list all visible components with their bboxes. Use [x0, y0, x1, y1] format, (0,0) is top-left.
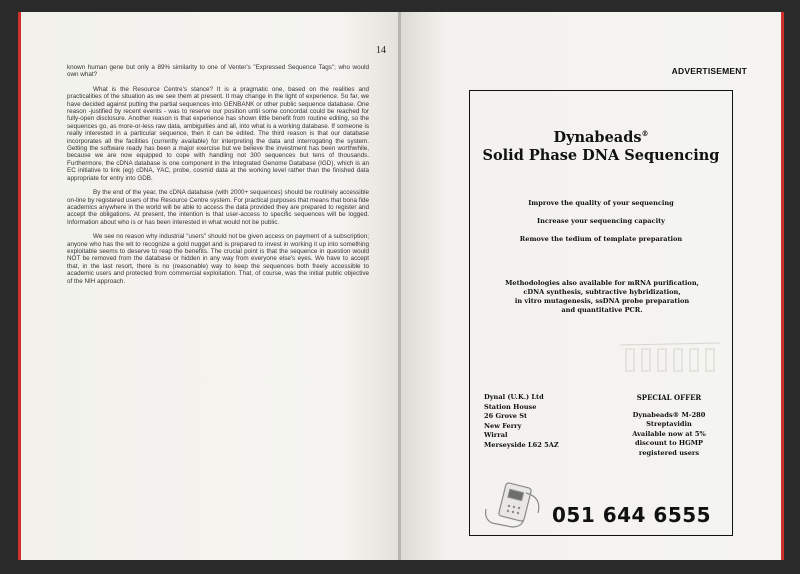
ad-benefit: Improve the quality of your sequencing [528, 199, 674, 207]
advertisement-label: ADVERTISEMENT [671, 66, 747, 76]
ad-brand-title: Dynabeads® [553, 129, 649, 146]
ad-special-offer: SPECIAL OFFER Dynabeads® M-280 Streptavidin Available now at 5% discount to HGMP registered users [608, 393, 730, 459]
tube-rack-icon [620, 339, 720, 379]
ad-benefit: Increase your sequencing capacity [537, 217, 665, 225]
document-spread [18, 12, 784, 560]
page-number: 14 [376, 45, 386, 56]
ad-benefit: Remove the tedium of template preparation [519, 235, 683, 243]
left-page [18, 12, 398, 560]
offer-heading: SPECIAL OFFER [636, 393, 702, 402]
telephone-icon [482, 479, 548, 531]
paragraph: We see no reason why industrial "users" should not be given access on payment of a subscription; anyone who has the wit to recognize a gold nugget and is prepared to invest in working it up into something exploitable seems to deserve to reap the benefits. The crucial point is that the sequence in question would NOT be removed from the database or hidden in any way from everyone else's eyes. We have to accept that, in the last resort, there is no (reasonable) way to keep the sequences both freely accessible to academic users and protected from commercial exploitation. That, of course, was the initial public objective of the NIH approach. [67, 233, 369, 285]
paragraph: What is the Resource Centre's stance? It is a pragmatic one, based on the realities and practicalities of the situation as we see them at present. It may change in the light of experience. So far, we have decided against putting the partial sequences into GENBANK or other public sequence database. One reason -justified by recent events - was to reserve our position until some concordat could be reached for fully-open disclosure. Another reason is that experience has shown little benefit from routine editing, so the sequences go, as more-or-less raw data, ambiguities and all, into what is a working database. If someone is really interested in a particular sequence, then it can be edited. The third reason is that our database incorporates all the facilities (currently available) for interpreting the data and interrogating the system. Getting the software ready has been a major exercise but we believe the investment has been worthwhile, because we are now equipped to cope with handling not 300 sequences but tens of thousands. Furthermore, the cDNA database is one component in the Integrated Genome Database (IGD), which is an EC initiative to link (eg) cDNA, YAC, probe, cosmid data at the working level rather than the finished data appropriate for entry into GDB. [67, 85, 369, 182]
advertisement-box [469, 90, 733, 536]
ad-address: Dynal (U.K.) Ltd Station House 26 Grove St New Ferry Wirral Merseyside L62 5AZ [484, 393, 559, 449]
right-page [401, 12, 784, 560]
paragraph: By the end of the year, the cDNA database (with 2000+ sequences) should be routinely accessible on-line by registered users of the Resource Centre system. For practical purposes that means that bona fide academics anywhere in the world will be able to access the data provided they are prepared to register and accept the obligations. At present, the intention is that user-access to specific sequences will be logged. Information about who is or has been interested in what would not be public. [67, 189, 369, 226]
ad-methods: Methodologies also available for mRNA purification, cDNA synthesis, subtractive hybridization, in vitro mutagenesis, ssDNA probe preparation and quantitative PCR. [505, 279, 699, 314]
article-body [67, 64, 369, 292]
paragraph: known human gene but only a 89% similarity to one of Venter's "Expressed Sequence Tags"; who would own what? [67, 64, 369, 79]
ad-subtitle: Solid Phase DNA Sequencing [482, 147, 720, 164]
ad-phone-number: 051 644 6555 [552, 503, 712, 527]
